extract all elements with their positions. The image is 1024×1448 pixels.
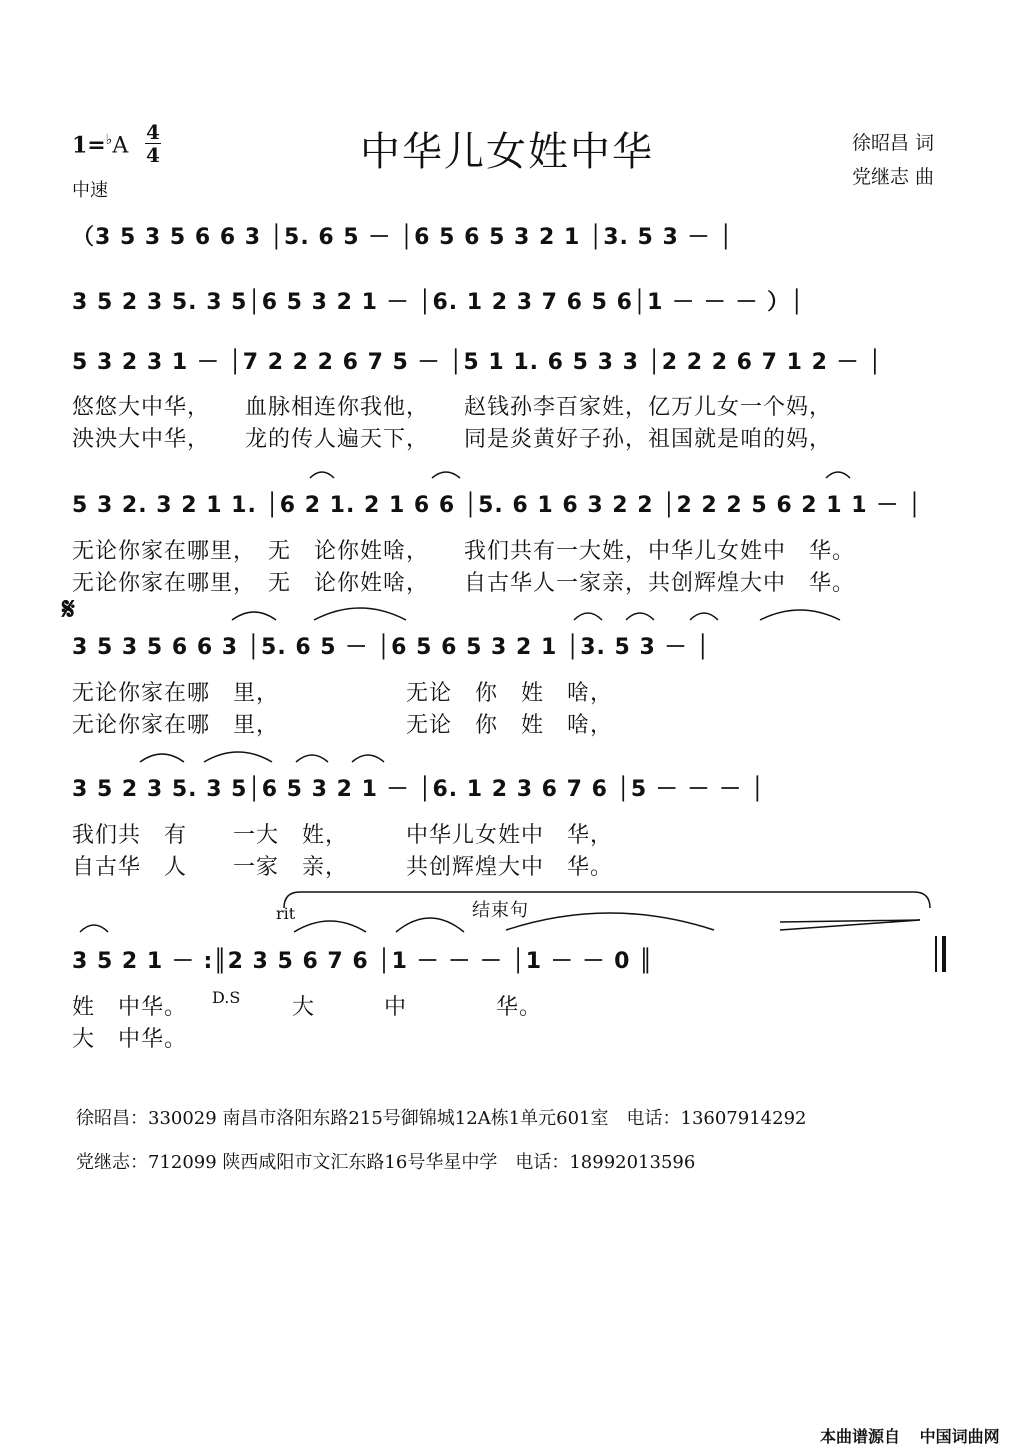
slur-mark xyxy=(80,925,108,932)
tempo-marking: 中速 xyxy=(72,180,108,201)
slur-mark xyxy=(574,613,602,620)
ending-lyric-1: 大 xyxy=(292,995,316,1020)
score-line-3-lyric-1: 悠悠大中华， 血脉相连你我他， 赵钱孙李百家姓，亿万儿女一个妈， xyxy=(72,395,833,420)
slur-mark xyxy=(310,472,334,478)
score-line-7-lyric-2: 大 中华。 xyxy=(72,1027,188,1052)
lyricist-credit: 徐昭昌 词 xyxy=(852,132,935,154)
composer-credit: 党继志 曲 xyxy=(852,166,935,188)
phrase-arc xyxy=(284,892,930,908)
score-line-3-lyric-2: 泱泱大中华， 龙的传人遍天下， 同是炎黄好子孙，祖国就是咱的妈， xyxy=(72,427,833,452)
score-line-4-lyric-2: 无论你家在哪里， 无 论你姓啥， 自古华人一家亲，共创辉煌大中 华。 xyxy=(72,571,856,596)
footer-source xyxy=(820,1424,1000,1447)
key-flat: ♭ xyxy=(105,132,113,148)
score-line-1-notes: （3 5 3 5 6 6 3 │5. 6 5 － │6 5 6 5 3 2 1 │3. 5 3 － │ xyxy=(72,225,734,250)
footer-source-label: 本曲谱源自 xyxy=(820,1427,901,1446)
slur-mark xyxy=(352,755,384,762)
slur-mark xyxy=(506,913,714,930)
contact-lyricist: 徐昭昌：330029 南昌市洛阳东路215号御锦城12A栋1单元601室 电话：13607914292 xyxy=(76,1108,807,1129)
decrescendo-mark xyxy=(780,920,920,930)
score-line-6-notes: 3 5 2 3 5. 3 5│6 5 3 2 1 － │6. 1 2 3 6 7 6 │5 － － － │ xyxy=(72,777,766,802)
time-signature-top: 4 xyxy=(146,120,160,144)
slur-mark xyxy=(294,921,366,932)
slur-mark xyxy=(204,752,272,762)
score-line-3-notes: 5 3 2 3 1 － │7 2 2 2 6 7 5 － │5 1 1. 6 5 3 3 │2 2 2 6 7 1 2 － │ xyxy=(72,350,883,375)
ds-marking: D.S xyxy=(212,988,241,1007)
rit-marking: rit xyxy=(276,904,296,923)
score-line-5-lyric-1: 无论你家在哪 里， 无论 你 姓 啥， xyxy=(72,681,614,706)
page-title: 中华儿女姓中华 xyxy=(360,129,654,175)
score-line-6-lyric-2: 自古华 人 一家 亲， 共创辉煌大中 华。 xyxy=(72,855,614,880)
slur-mark xyxy=(232,612,276,620)
slur-mark xyxy=(314,608,406,620)
segno-sign: 𝄋 xyxy=(62,592,75,627)
slur-mark xyxy=(690,613,718,620)
ending-lyric-2: 中 xyxy=(384,995,408,1020)
score-line-5-notes: 3 5 3 5 6 6 3 │5. 6 5 － │6 5 6 5 3 2 1 │3. 5 3 － │ xyxy=(72,635,711,660)
key-letter: A xyxy=(112,133,129,159)
score-line-7-lyric-1: 姓 中华。 xyxy=(72,995,188,1020)
score-line-7-notes: 3 5 2 1 － :║2 3 5 6 7 6 │1 － － － │1 － － 0 ║ xyxy=(72,949,654,974)
footer-site[interactable]: 中国词曲网 xyxy=(919,1427,1000,1446)
ending-label: 结束句 xyxy=(472,900,529,921)
score-line-2-notes: 3 5 2 3 5. 3 5│6 5 3 2 1 － │6. 1 2 3 7 6 5 6│1 － － － ）│ xyxy=(72,290,805,315)
slur-mark xyxy=(432,472,460,478)
score-line-4-notes: 5 3 2. 3 2 1 1. │6 2 1. 2 1 6 6 │5. 6 1 6 3 2 2 │2 2 2 5 6 2 1 1 － │ xyxy=(72,493,923,518)
slur-mark xyxy=(396,918,464,932)
slur-mark xyxy=(140,754,184,762)
slur-mark xyxy=(296,755,328,762)
ending-lyric-3: 华。 xyxy=(496,995,543,1020)
slur-mark xyxy=(626,613,654,620)
score-line-6-lyric-1: 我们共 有 一大 姓， 中华儿女姓中 华， xyxy=(72,823,614,848)
score-line-5-lyric-2: 无论你家在哪 里， 无论 你 姓 啥， xyxy=(72,713,614,738)
slur-mark xyxy=(760,610,840,620)
score-line-4-lyric-1: 无论你家在哪里， 无 论你姓啥， 我们共有一大姓，中华儿女姓中 华。 xyxy=(72,539,856,564)
contact-composer: 党继志：712099 陕西咸阳市文汇东路16号华星中学 电话：18992013596 xyxy=(76,1152,696,1173)
time-signature-bottom: 4 xyxy=(146,143,160,167)
slur-mark xyxy=(826,472,850,478)
key-prefix: 1= xyxy=(72,132,106,159)
